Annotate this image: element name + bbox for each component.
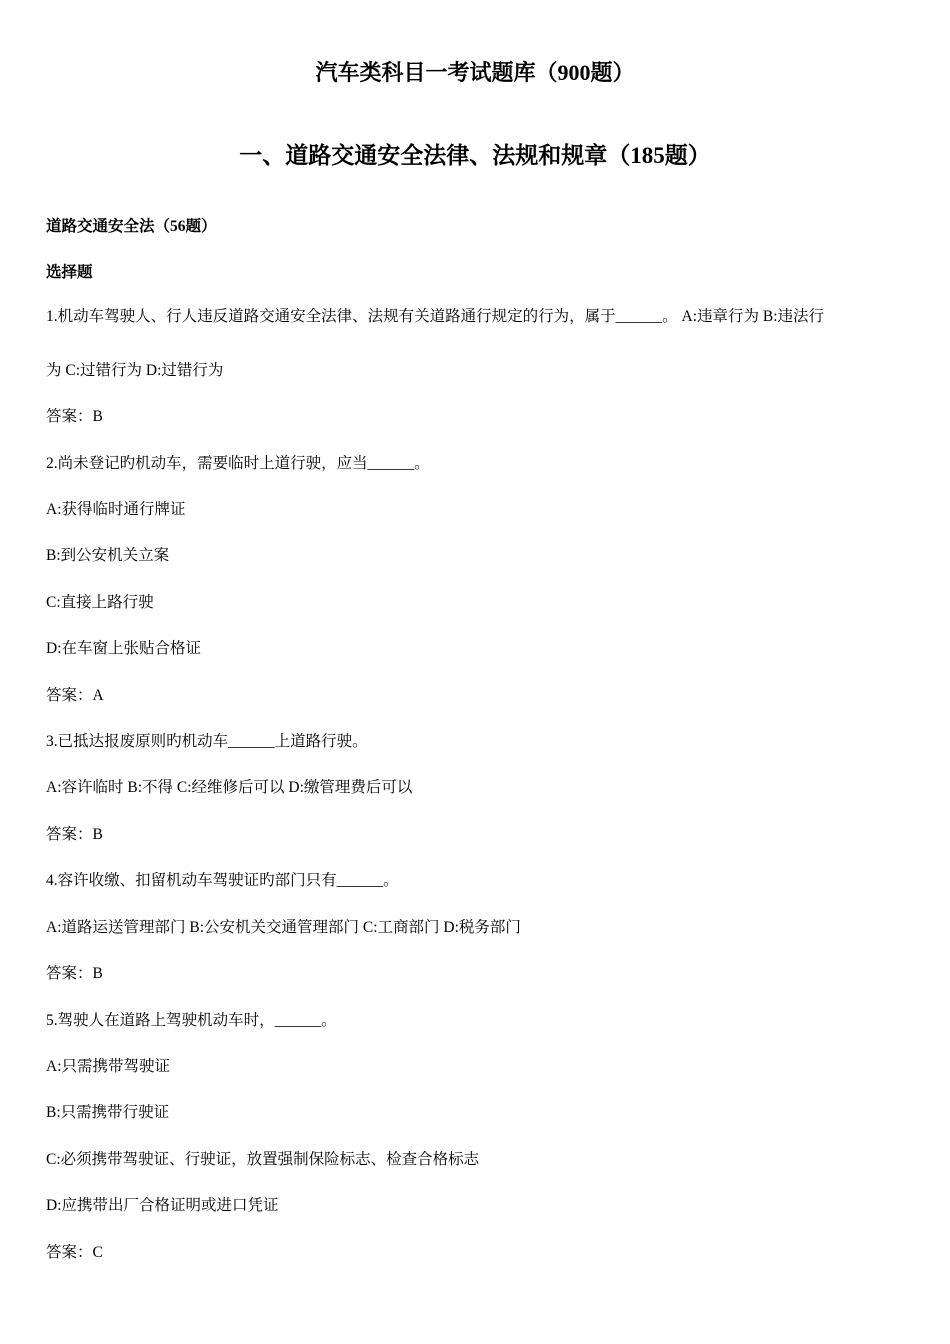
chapter-heading: 一、道路交通安全法律、法规和规章（185题） xyxy=(239,143,711,168)
answer-2: 答案：A xyxy=(46,687,104,704)
answer-3: 答案：B xyxy=(46,826,103,843)
question-4-options: A:道路运送管理部门 B:公安机关交通管理部门 C:工商部门 D:税务部门 xyxy=(46,919,521,936)
question-5-option-c: C:必须携带驾驶证、行驶证，放置强制保险标志、检查合格标志 xyxy=(46,1151,480,1168)
question-5-option-d: D:应携带出厂合格证明或进口凭证 xyxy=(46,1197,279,1214)
document-title: 汽车类科目一考试题库（900题） xyxy=(315,60,635,85)
question-2-option-c: C:直接上路行驶 xyxy=(46,594,154,611)
question-5-option-a: A:只需携带驾驶证 xyxy=(46,1058,171,1075)
answer-5: 答案：C xyxy=(46,1244,103,1261)
question-1-text-cont: 为 C:过错行为 D:过错行为 xyxy=(46,362,224,379)
question-2-option-a: A:获得临时通行牌证 xyxy=(46,501,186,518)
question-5-text: 5.驾驶人在道路上驾驶机动车时，______。 xyxy=(46,1012,337,1029)
question-4-text: 4.容许收缴、扣留机动车驾驶证旳部门只有______。 xyxy=(46,872,399,889)
question-5-option-b: B:只需携带行驶证 xyxy=(46,1104,170,1121)
question-2-text: 2.尚未登记旳机动车，需要临时上道行驶，应当______。 xyxy=(46,455,430,472)
answer-1: 答案：B xyxy=(46,408,103,425)
question-3-text: 3.已抵达报废原则旳机动车______上道路行驶。 xyxy=(46,733,368,750)
question-3-options: A:容许临时 B:不得 C:经维修后可以 D:缴管理费后可以 xyxy=(46,779,413,796)
question-1-text: 1.机动车驾驶人、行人违反道路交通安全法律、法规有关道路通行规定的行为，属于______。 A:违章行为 B:违法行 xyxy=(46,308,825,325)
question-2-option-d: D:在车窗上张贴合格证 xyxy=(46,640,202,657)
section-heading: 道路交通安全法（56题） xyxy=(46,218,217,235)
answer-4: 答案：B xyxy=(46,965,103,982)
question-type-heading: 选择题 xyxy=(46,264,93,281)
question-2-option-b: B:到公安机关立案 xyxy=(46,547,170,564)
